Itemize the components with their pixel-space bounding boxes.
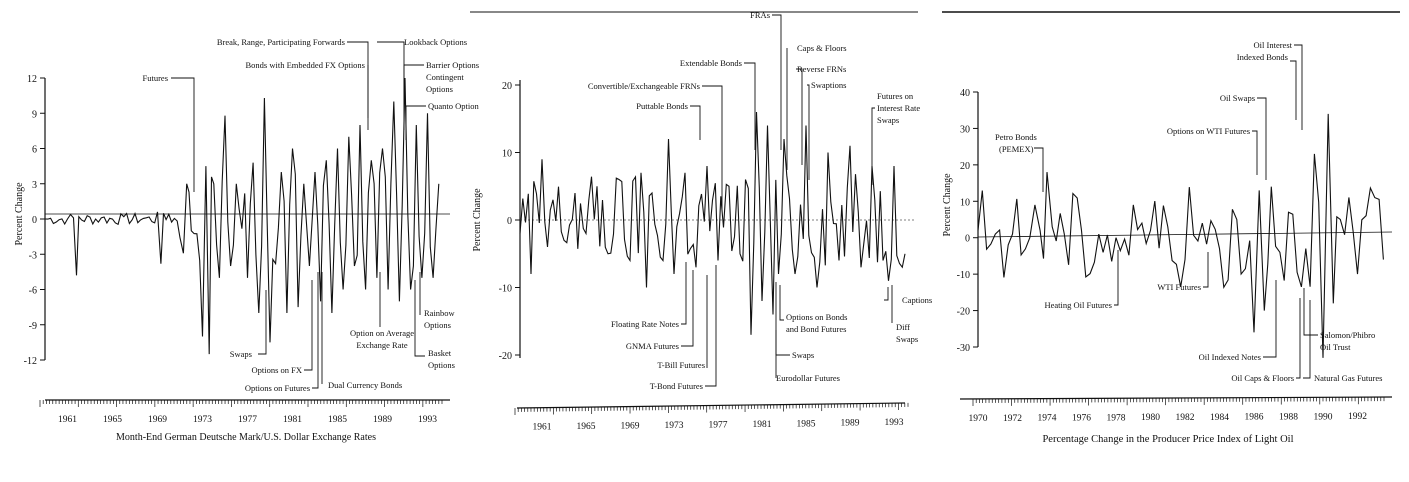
- chart-3-annotation-oil-caps: Oil Caps & Floors: [1231, 373, 1294, 383]
- chart-1-y-tick-label: -9: [28, 320, 37, 332]
- chart-2-y-ticks: [499, 81, 520, 362]
- chart-2-annotation-interest-rate: Interest Rate: [877, 103, 921, 113]
- chart-3-y-tick-label: -20: [956, 306, 970, 318]
- chart-1-annotation-options-fx: Options on FX: [251, 365, 302, 375]
- chart-2-y-tick-label: 0: [507, 216, 512, 227]
- chart-1-x-tick-label: 1981: [283, 415, 302, 425]
- chart-3-annotation-oil-interest: Oil Interest: [1253, 40, 1292, 50]
- chart-3-y-tick-label: -10: [956, 270, 970, 282]
- chart-2-y-tick-label: -10: [498, 283, 512, 295]
- chart-1-annotation-dual-currency: Dual Currency Bonds: [328, 380, 403, 390]
- chart-1-annotation-options: Options: [426, 84, 453, 94]
- chart-2-annotation-caps-floors: Caps & Floors: [797, 43, 847, 53]
- chart-3-annotation-natural-gas: Natural Gas Futures: [1314, 373, 1383, 383]
- chart-2-annotation-convertible-frns: Convertible/Exchangeable FRNs: [587, 81, 700, 91]
- chart-3-x-tick-label: 1990: [1313, 412, 1333, 423]
- chart-2-x-tick-labels: [533, 418, 904, 433]
- chart-1-annotation-option-average: Option on Average: [349, 328, 415, 338]
- chart-2-x-tick-label: 1985: [796, 419, 816, 430]
- chart-2-annotation-gnma-futures: GNMA Futures: [625, 341, 679, 351]
- chart-2-annotation-eurodollar: Eurodollar Futures: [776, 373, 840, 383]
- chart-3-x-tick-labels: [969, 412, 1368, 424]
- chart-2-x-tick-label: 1989: [840, 418, 860, 429]
- chart-3-x-tick-label: 1972: [1003, 413, 1022, 424]
- chart-2-annotation-puttable-bonds: Puttable Bonds: [636, 101, 688, 111]
- chart-2-y-tick-label: 10: [502, 148, 512, 160]
- chart-1-y-tick-label: -12: [23, 356, 37, 367]
- chart-3-x-axis: [960, 397, 1392, 406]
- chart-3-annotation-options-wti: Options on WTI Futures: [1166, 126, 1250, 136]
- chart-3-x-tick-label: 1986: [1244, 412, 1264, 423]
- chart-3-x-tick-label: 1976: [1072, 413, 1091, 424]
- chart-2-annotation-swaptions: Swaptions: [811, 80, 847, 90]
- chart-1-annotation-exchange-rate: Exchange Rate: [356, 340, 408, 350]
- chart-1-annotation-basket-options: Options: [428, 360, 455, 370]
- chart-2-x-tick-label: 1993: [884, 418, 904, 429]
- chart-2-x-axis: [515, 403, 908, 415]
- chart-2-annotation-tbond-futures: T-Bond Futures: [649, 381, 703, 391]
- chart-3-annotation-indexed-bonds: Indexed Bonds: [1236, 52, 1288, 62]
- chart-3-annotation-oil-indexed-notes: Oil Indexed Notes: [1198, 352, 1261, 362]
- chart-1-annotation-rainbow-options: Options: [424, 320, 451, 330]
- chart-3-annotation-leaders: [1034, 45, 1318, 378]
- chart-2-annotation-diff: Diff: [896, 322, 911, 332]
- chart-2-annotation-captions: Captions: [902, 295, 933, 305]
- chart-1-x-tick-label: 1993: [418, 415, 437, 425]
- chart-1-annotation-swaps: Swaps: [229, 349, 252, 359]
- chart-3-annotation-heating-oil: Heating Oil Futures: [1044, 300, 1112, 310]
- chart-3: [942, 12, 1400, 445]
- chart-3-y-ticks: [957, 88, 978, 354]
- chart-3-x-tick-label: 1978: [1106, 413, 1126, 424]
- chart-1-x-tick-labels: [58, 415, 437, 425]
- chart-1-annotation-bonds-fx: Bonds with Embedded FX Options: [245, 60, 365, 70]
- chart-1-x-tick-label: 1961: [58, 415, 77, 425]
- chart-2-y-tick-label: -20: [498, 351, 512, 362]
- chart-2-x-tick-label: 1981: [752, 419, 772, 430]
- chart-1-x-tick-label: 1989: [373, 415, 392, 425]
- chart-2-annotation-swaps-top: Swaps: [877, 115, 900, 125]
- chart-3-annotation-oil-swaps: Oil Swaps: [1219, 93, 1255, 103]
- chart-3-y-tick-label: -30: [956, 343, 970, 354]
- chart-3-x-tick-label: 1992: [1348, 412, 1367, 423]
- chart-3-x-tick-label: 1988: [1279, 412, 1298, 423]
- chart-2-x-tick-label: 1973: [664, 420, 684, 431]
- chart-3-y-tick-label: 10: [960, 197, 970, 209]
- chart-3-y-tick-label: 0: [965, 233, 970, 245]
- chart-2-x-tick-label: 1965: [576, 422, 596, 433]
- chart-3-x-tick-label: 1980: [1141, 413, 1160, 424]
- chart-2-annotation-options-bonds: Options on Bonds: [786, 312, 848, 322]
- chart-2-annotation-swaps-bottom: Swaps: [792, 350, 815, 360]
- chart-2-annotation-extendable-bonds: Extendable Bonds: [679, 58, 742, 68]
- chart-1-annotation-labels: [143, 37, 480, 393]
- chart-1-x-tick-label: 1969: [148, 415, 167, 425]
- chart-1-x-tick-label: 1973: [193, 415, 212, 425]
- chart-1-x-tick-label: 1985: [328, 415, 347, 425]
- chart-1-annotation-futures: Futures: [142, 73, 168, 83]
- chart-3-annotation-wti-futures: WTI Futures: [1157, 282, 1201, 292]
- chart-3-annotation-salomon: Salomon/Phibro: [1320, 330, 1376, 340]
- chart-1-annotation-quanto: Quanto Option: [428, 101, 479, 111]
- chart-3-x-label: Percentage Change in the Producer Price Index of Light Oil: [1042, 434, 1294, 445]
- chart-1-x-tick-label: 1977: [238, 415, 257, 425]
- chart-2-annotation-futures-on: Futures on: [877, 91, 914, 101]
- chart-2-annotation-bond-futures: and Bond Futures: [786, 324, 847, 334]
- chart-2-annotation-floating-rate-notes: Floating Rate Notes: [611, 319, 679, 329]
- chart-1-annotation-lookback: Lookback Options: [404, 37, 468, 47]
- chart-1-x-tick-label: 1965: [103, 415, 122, 425]
- chart-3-annotation-pemex: (PEMEX): [999, 144, 1034, 154]
- chart-1-annotation-break-range: Break, Range, Participating Forwards: [216, 37, 345, 47]
- chart-2-y-tick-label: 20: [502, 81, 512, 92]
- chart-2-x-tick-label: 1977: [708, 420, 728, 431]
- chart-1-y-tick-label: 12: [27, 74, 37, 85]
- chart-3-x-tick-label: 1970: [968, 413, 988, 424]
- chart-1-y-label: Percent Change: [14, 182, 25, 246]
- chart-1-annotation-barrier: Barrier Options: [426, 60, 480, 70]
- chart-3-y-tick-label: 40: [960, 88, 970, 99]
- chart-3-annotation-labels: [995, 40, 1382, 383]
- chart-1-annotation-contingent: Contingent: [426, 72, 464, 82]
- chart-2-annotation-tbill-futures: T-Bill Futures: [657, 360, 705, 370]
- chart-3-x-tick-label: 1984: [1210, 412, 1229, 423]
- chart-1-y-tick-label: -3: [28, 250, 37, 262]
- chart-3-annotation-oil-trust: Oil Trust: [1320, 342, 1351, 352]
- chart-3-x-tick-label: 1982: [1175, 413, 1195, 424]
- chart-2: [470, 10, 932, 433]
- chart-2-annotation-diff-swaps: Swaps: [896, 334, 919, 344]
- chart-1: [14, 37, 480, 443]
- chart-2-annotation-fras: FRAs: [750, 10, 770, 20]
- chart-1-x-axis: [40, 400, 450, 407]
- chart-1-x-label: Month-End German Deutsche Mark/U.S. Dollar Exchange Rates: [116, 432, 376, 443]
- chart-1-annotation-options-futures: Options on Futures: [244, 383, 310, 393]
- chart-1-annotation-rainbow: Rainbow: [424, 308, 455, 318]
- chart-3-y-label: Percent Change: [942, 173, 953, 237]
- chart-3-y-tick-label: 20: [960, 160, 970, 172]
- chart-1-y-ticks: [24, 74, 45, 367]
- chart-1-y-tick-label: 3: [32, 179, 37, 191]
- chart-3-x-tick-label: 1974: [1037, 413, 1057, 424]
- chart-3-y-tick-label: 30: [960, 124, 970, 136]
- chart-1-y-tick-label: 0: [32, 215, 37, 226]
- chart-2-annotation-reverse-frns: Reverse FRNs: [797, 64, 847, 74]
- chart-1-y-tick-label: -6: [28, 285, 37, 297]
- chart-3-annotation-petro-bonds: Petro Bonds: [995, 132, 1037, 142]
- chart-2-y-label: Percent Change: [472, 188, 483, 252]
- chart-2-x-tick-label: 1969: [620, 421, 640, 432]
- chart-1-annotation-basket: Basket: [428, 348, 452, 358]
- chart-1-y-tick-label: 6: [32, 144, 37, 156]
- chart-2-x-tick-label: 1961: [532, 422, 552, 433]
- chart-1-y-tick-label: 9: [32, 109, 37, 121]
- chart-2-series-line: [520, 112, 905, 335]
